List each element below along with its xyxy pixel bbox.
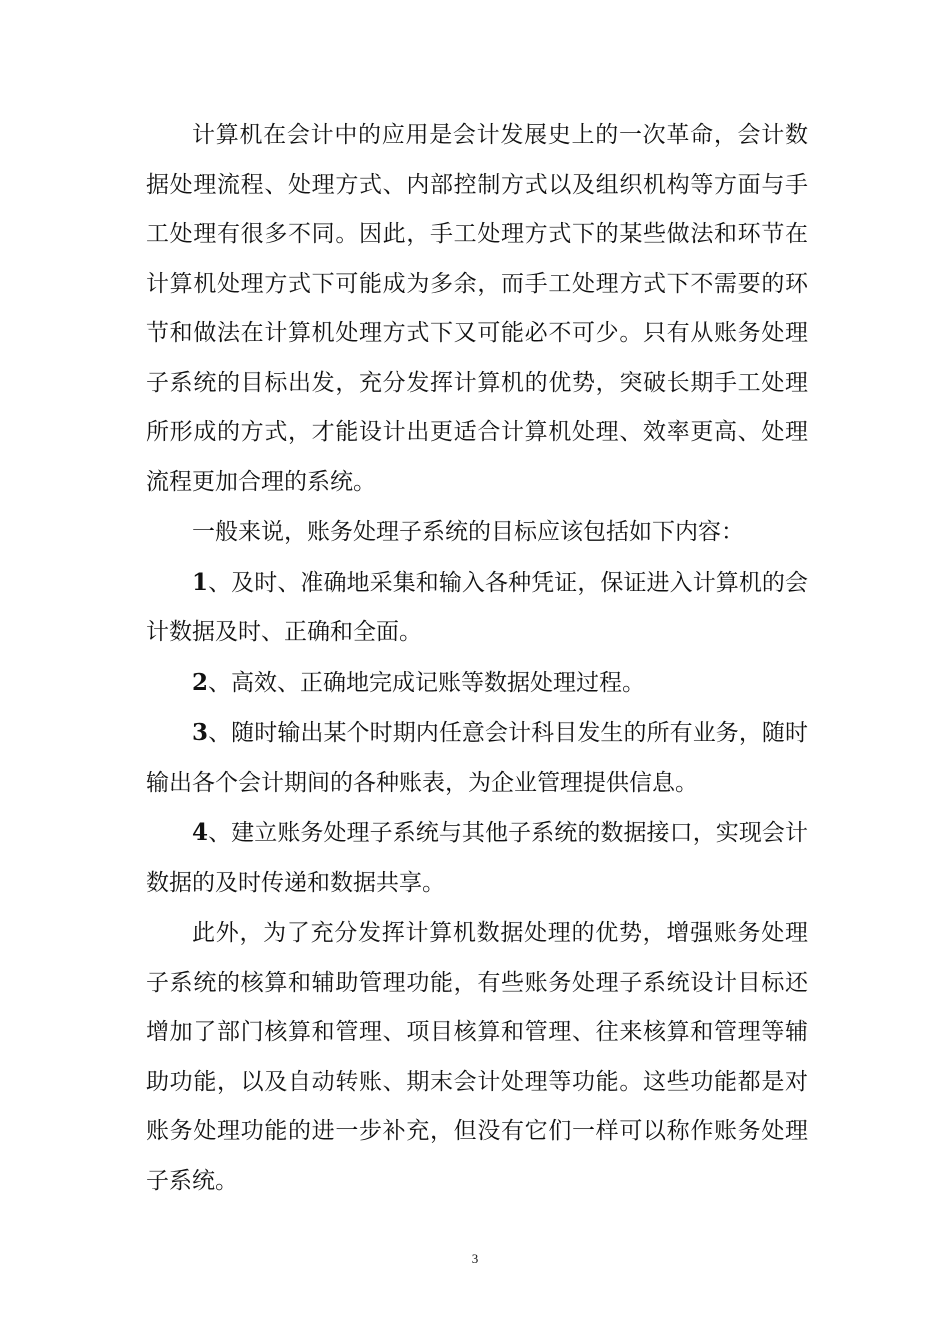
list-item-text: 、随时输出某个时期内任意会计科目发生的所有业务，随时输出各个会计期间的各种账表，为企业管理提供信息。 [146,720,808,796]
list-item-number: 3 [192,719,209,746]
list-item-number: 1 [192,568,209,596]
list-item-number: 2 [192,668,209,696]
paragraph-text: 计算机在会计中的应用是会计发展史上的一次革命，会计数据处理流程、处理方式、内部控制方式以及组织机构等方面与手工处理有很多不同。因此，手工处理方式下的某些做法和环节在计算机处理方式下可能成为多余，而手工处理方式下不需要的环节和做法在计算机处理方式下又可能必不可少。只有从账务处理子系统的目标出发，充分发挥计算机的优势，突破长期手工处理所形成的方式，才能设计出更适合计算机处理、效率更高、处理流程更加合理的系统。 [146,122,808,495]
paragraph-goals-lead [146,507,808,558]
document-body [146,110,808,1206]
list-item-text: 、高效、正确地完成记账等数据处理过程。 [208,669,646,696]
paragraph-additional-functions [146,908,808,1206]
page-number: 3 [471,1251,479,1266]
list-item-goal-1 [146,558,808,658]
paragraph-text: 此外，为了充分发挥计算机数据处理的优势，增强账务处理子系统的核算和辅助管理功能，有些账务处理子系统设计目标还增加了部门核算和管理、项目核算和管理、往来核算和管理等辅助功能，以及自动转账、期末会计处理等功能。这些功能都是对账务处理功能的进一步补充，但没有它们一样可以称作账务处理子系统。 [146,920,808,1194]
list-item-text: 、建立账务处理子系统与其他子系统的数据接口，实现会计数据的及时传递和数据共享。 [146,820,808,896]
list-item-goal-3 [146,708,808,808]
list-item-text: 、及时、准确地采集和输入各种凭证，保证进入计算机的会计数据及时、正确和全面。 [146,569,808,645]
paragraph-intro [146,110,808,507]
list-item-goal-4 [146,808,808,908]
list-item-number: 4 [192,819,209,846]
paragraph-text: 一般来说，账务处理子系统的目标应该包括如下内容： [192,519,744,545]
list-item-goal-2 [146,658,808,709]
